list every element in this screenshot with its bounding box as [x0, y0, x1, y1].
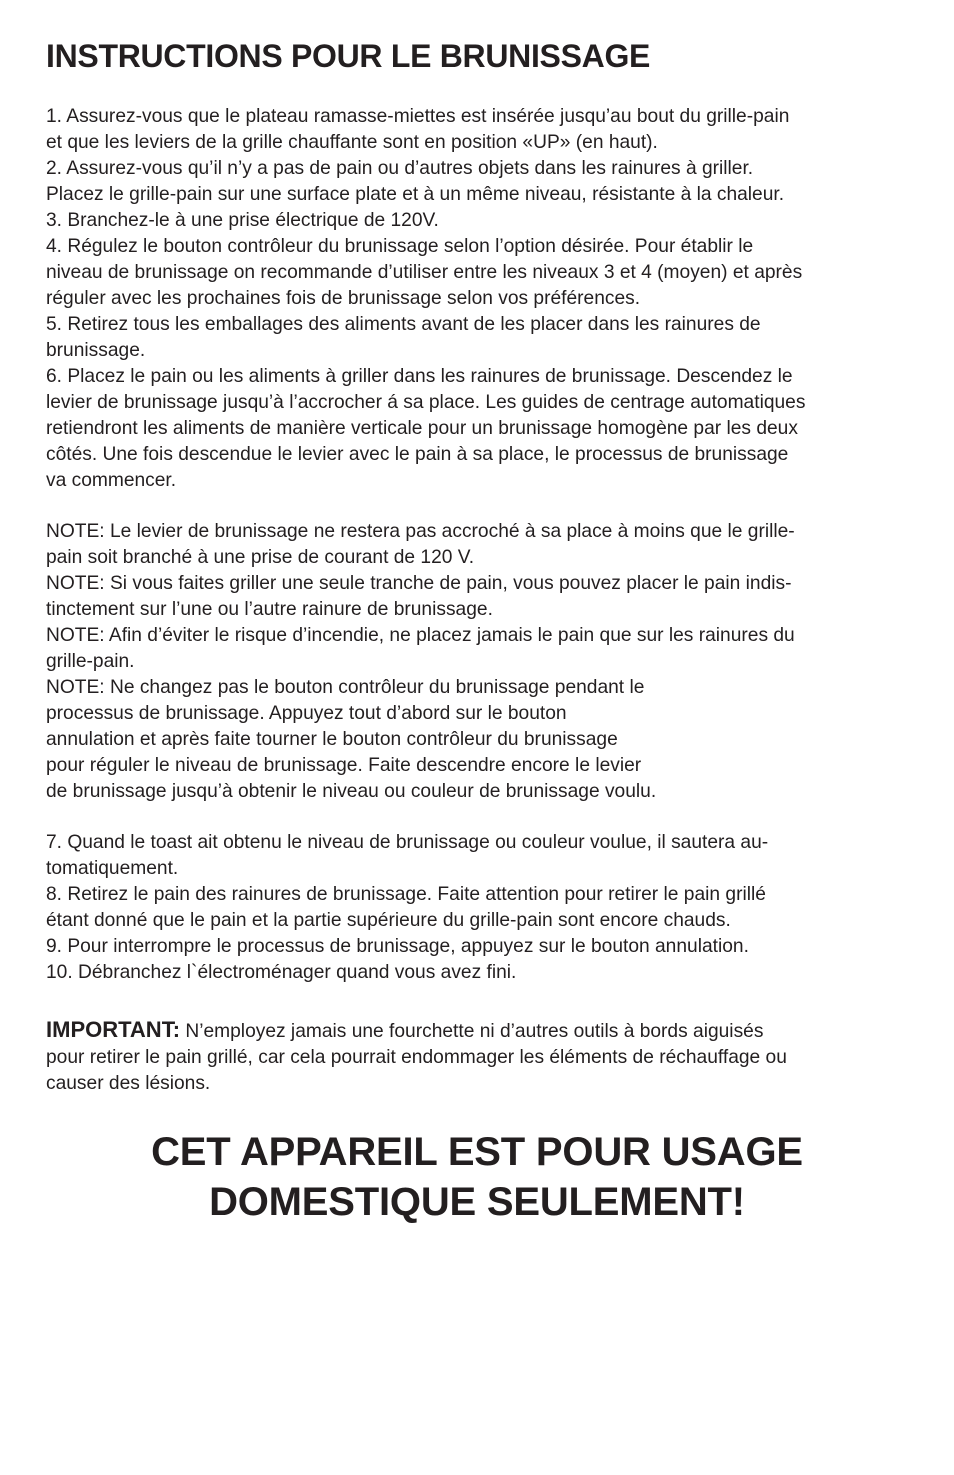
step-text-line: brunissage.: [46, 340, 146, 361]
page-title: INSTRUCTIONS POUR LE BRUNISSAGE: [46, 38, 651, 74]
step-text-line: réguler avec les prochaines fois de brunissage selon vos préférences.: [46, 288, 641, 309]
step-text-line: 1. Assurez-vous que le plateau ramasse-miettes est insérée jusqu’au bout du grille-pain: [46, 106, 790, 127]
step-text-line: 8. Retirez le pain des rainures de brunissage. Faite attention pour retirer le pain grillé: [46, 884, 766, 905]
note-text-line: de brunissage jusqu’à obtenir le niveau ou couleur de brunissage voulu.: [46, 781, 657, 802]
instructions-page: [46, 36, 916, 1097]
step-text-line: 2. Assurez-vous qu’il n’y a pas de pain ou d’autres objets dans les rainures à griller.: [46, 158, 754, 179]
note-text-line: NOTE: Afin d’éviter le risque d’incendie, ne placez jamais le pain que sur les rainures du: [46, 625, 795, 646]
step-text-line: 10. Débranchez l`électroménager quand vous avez fini.: [46, 962, 517, 983]
note-text-line: NOTE: Si vous faites griller une seule tranche de pain, vous pouvez placer le pain indis-: [46, 573, 792, 594]
note-text-line: processus de brunissage. Appuyez tout d’abord sur le bouton: [46, 703, 567, 724]
step-text-line: 5. Retirez tous les emballages des aliments avant de les placer dans les rainures de: [46, 314, 761, 335]
step-text-line: retiendront les aliments de manière verticale pour un brunissage homogène par les deux: [46, 418, 798, 439]
paragraph-spacer: [46, 805, 916, 830]
notes-list: [46, 519, 916, 805]
step-text-line: 6. Placez le pain ou les aliments à griller dans les rainures de brunissage. Descendez le: [46, 366, 793, 387]
warning-line: CET APPAREIL EST POUR USAGE: [151, 1130, 803, 1174]
important-text-line: pour retirer le pain grillé, car cela pourrait endommager les éléments de réchauffage ou: [46, 1047, 787, 1068]
important-first-line: [46, 1017, 916, 1045]
step-text-line: côtés. Une fois descendue le levier avec le pain à sa place, le processus de brunissage: [46, 444, 789, 465]
note-text-line: NOTE: Le levier de brunissage ne restera pas accroché à sa place à moins que le grille-: [46, 521, 795, 542]
step-text-line: 7. Quand le toast ait obtenu le niveau de brunissage ou couleur voulue, il sautera au-: [46, 832, 769, 853]
step-text-line: et que les leviers de la grille chauffante sont en position «UP» (en haut).: [46, 132, 658, 153]
steps-list-1: [46, 104, 916, 494]
step-text-line: 3. Branchez-le à une prise électrique de 120V.: [46, 210, 439, 231]
note-text-line: annulation et après faite tourner le bouton contrôleur du brunissage: [46, 729, 618, 750]
step-text-line: va commencer.: [46, 470, 177, 491]
important-text: N’employez jamais une fourchette ni d’autres outils à bords aiguisés: [180, 1021, 764, 1042]
step-text-line: tomatiquement.: [46, 858, 179, 879]
important-label: IMPORTANT:: [46, 1017, 181, 1042]
paragraph-spacer: [46, 986, 916, 1017]
step-text-line: niveau de brunissage on recommande d’utiliser entre les niveaux 3 et 4 (moyen) et après: [46, 262, 803, 283]
step-text-line: étant donné que le pain et la partie supérieure du grille-pain sont encore chauds.: [46, 910, 731, 931]
domestic-use-warning: [0, 1127, 954, 1227]
step-text-line: 4. Régulez le bouton contrôleur du brunissage selon l’option désirée. Pour établir le: [46, 236, 754, 257]
note-text-line: pain soit branché à une prise de courant de 120 V.: [46, 547, 475, 568]
step-text-line: levier de brunissage jusqu’à l’accrocher á sa place. Les guides de centrage automatiques: [46, 392, 806, 413]
steps-list-2: [46, 830, 916, 986]
note-text-line: tinctement sur l’une ou l’autre rainure de brunissage.: [46, 599, 493, 620]
important-text-line: causer des lésions.: [46, 1073, 211, 1094]
important-warning: [46, 1017, 916, 1097]
step-text-line: Placez le grille-pain sur une surface plate et à un même niveau, résistante à la chaleur.: [46, 184, 785, 205]
note-text-line: grille-pain.: [46, 651, 135, 672]
step-text-line: 9. Pour interrompre le processus de brunissage, appuyez sur le bouton annulation.: [46, 936, 749, 957]
paragraph-spacer: [46, 494, 916, 519]
note-text-line: NOTE: Ne changez pas le bouton contrôleur du brunissage pendant le: [46, 677, 645, 698]
note-text-line: pour réguler le niveau de brunissage. Faite descendre encore le levier: [46, 755, 642, 776]
warning-line: DOMESTIQUE SEULEMENT!: [209, 1180, 745, 1224]
